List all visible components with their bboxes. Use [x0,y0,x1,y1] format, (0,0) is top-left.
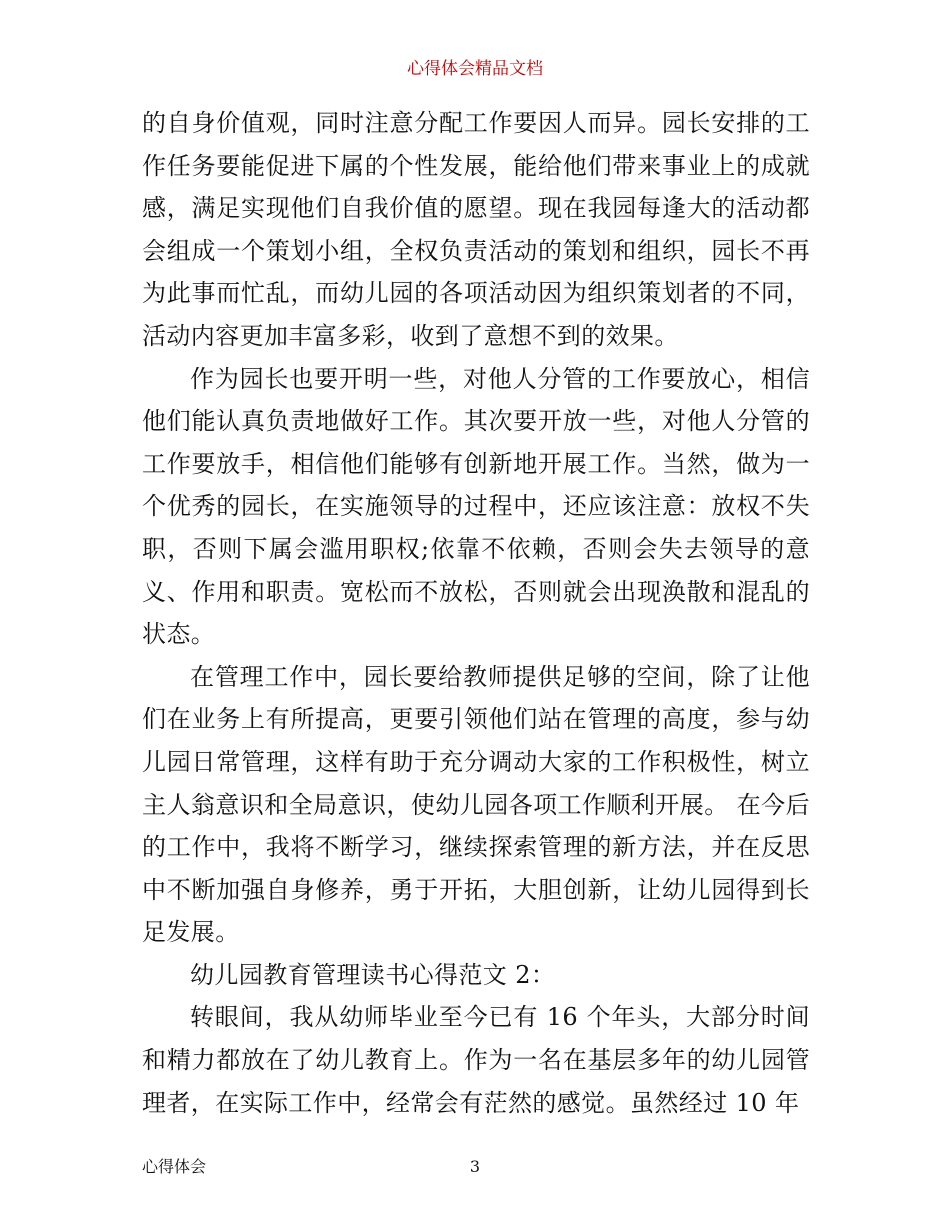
paragraph-1: 的自身价值观，同时注意分配工作要因人而异。园长安排的工作任务要能促进下属的个性发展，能给他们带来事业上的成就感，满足实现他们自我价值的愿望。现在我园每逢大的活动都会组成一个策划小组，全权负责活动的策划和组织，园长不再为此事而忙乱，而幼儿园的各项活动因为组织策划者的不同，活动内容更加丰富多彩，收到了意想不到的效果。 [142,109,810,350]
section-heading: 幼儿园教育管理读书心得范文 2： [190,960,556,989]
footer-label: 心得体会 [142,1157,207,1176]
document-header-title: 心得体会精品文档 [407,59,543,79]
page-number: 3 [469,1157,481,1176]
document-body [142,102,810,1124]
paragraph-4: 转眼间，我从幼师毕业至今已有 16 个年头，大部分时间和精力都放在了幼儿教育上。作为一名在基层多年的幼儿园管理者，在实际工作中，经常会有茫然的感觉。虽然经过 10 年 [142,1003,810,1117]
paragraph-3: 在管理工作中，园长要给教师提供足够的空间，除了让他们在业务上有所提高，更要引领他们站在管理的高度，参与幼儿园日常管理，这样有助于充分调动大家的工作积极性，树立主人翁意识和全局意识，使幼儿园各项工作顺利开展。 在今后的工作中，我将不断学习，继续探索管理的新方法，并在反思中不断加强自身修养，勇于开拓，大胆创新，让幼儿园得到长足发展。 [142,662,810,947]
paragraph-2: 作为园长也要开明一些，对他人分管的工作要放心，相信他们能认真负责地做好工作。其次要开放一些，对他人分管的工作要放手，相信他们能够有创新地开展工作。当然，做为一个优秀的园长，在实施领导的过程中，还应该注意：放权不失职，否则下属会滥用职权;依靠不依赖，否则会失去领导的意义、作用和职责。宽松而不放松，否则就会出现涣散和混乱的状态。 [142,364,810,649]
